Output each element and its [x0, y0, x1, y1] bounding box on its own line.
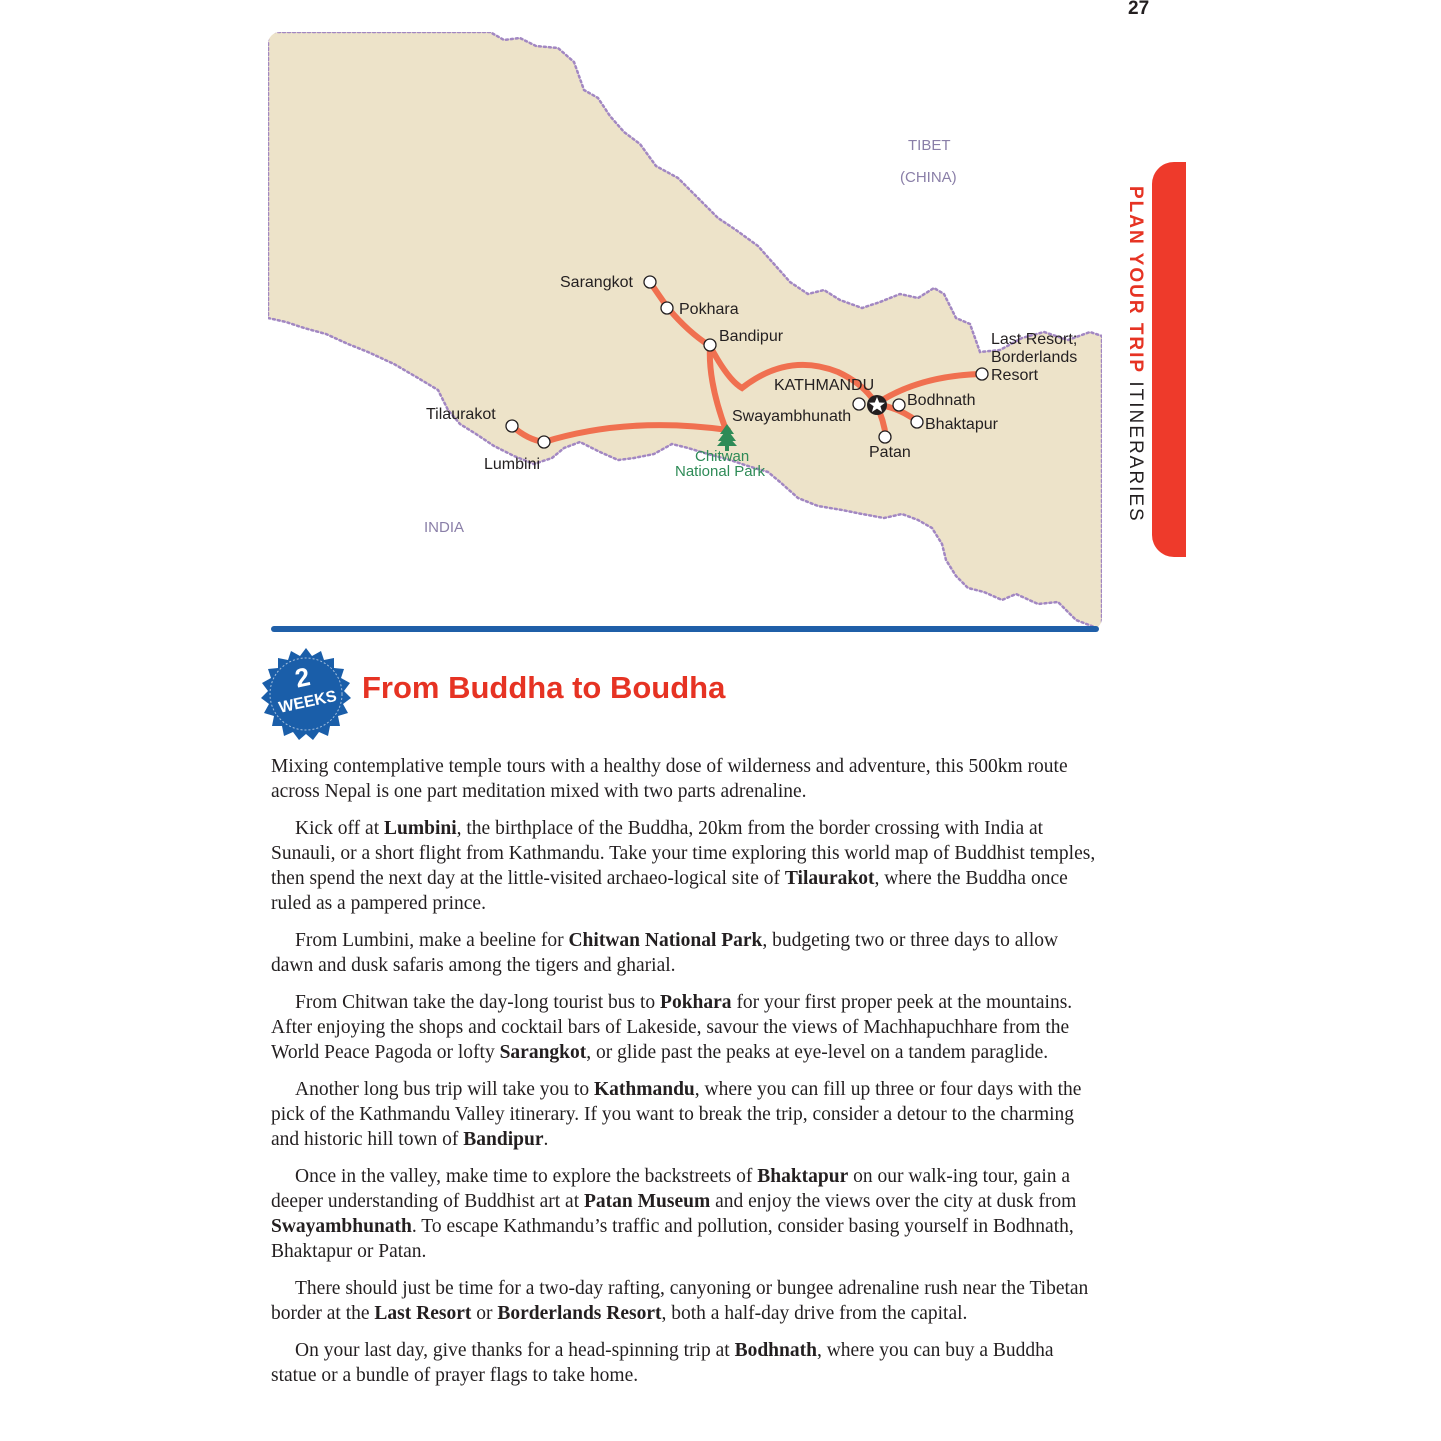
label-chitwan-1: Chitwan: [695, 448, 750, 465]
place-swayambhunath: Swayambhunath: [271, 1216, 412, 1237]
section-tab[interactable]: [1152, 162, 1186, 557]
label-india: INDIA: [424, 519, 465, 536]
itinerary-heading: From Buddha to Boudha: [362, 670, 726, 705]
label-tilaurakot: Tilaurakot: [426, 406, 496, 423]
label-china: (CHINA): [900, 169, 957, 186]
stop-patan: [879, 431, 891, 443]
label-bhaktapur: Bhaktapur: [925, 416, 998, 433]
label-chitwan-2: National Park: [675, 463, 766, 480]
paragraph-chitwan: From Lumbini, make a beeline for Chitwan National Park, budgeting two or three days to allow dawn and dusk safaris among the tigers and gharial.: [271, 930, 1059, 976]
place-pokhara: Pokhara: [660, 992, 732, 1013]
stop-pokhara: [661, 302, 673, 314]
label-pokhara: Pokhara: [679, 301, 739, 318]
section-label: [1114, 186, 1146, 523]
stop-lumbini: [538, 436, 550, 448]
place-bodhnath: Bodhnath: [734, 1340, 817, 1361]
paragraph-lumbini: Kick off at Lumbini, the birthplace of the Buddha, 20km from the border crossing with India at Sunauli, or a short flight from Kathmandu. Take your time exploring this world map of Buddhist temples, then spend the next day at the little-visited archaeo-logical site of Tilaurakot, where the Buddha once ruled as a pampered prince.: [271, 818, 1096, 914]
capital-star-icon: [867, 395, 887, 415]
route-map-svg: [268, 32, 1102, 638]
section-label-highlight: PLAN YOUR TRIP: [1125, 186, 1146, 375]
label-swayambhunath: Swayambhunath: [732, 408, 852, 425]
label-last-resort-1: Last Resort;: [991, 331, 1078, 348]
stop-sarangkot: [644, 276, 656, 288]
itinerary-body: [271, 754, 1101, 1400]
stop-bhaktapur: [911, 416, 923, 428]
stop-bandipur: [704, 339, 716, 351]
stop-swayambhunath: [853, 398, 865, 410]
map-bottom-rule: [271, 626, 1099, 632]
paragraph-valley: Once in the valley, make time to explore the backstreets of Bhaktapur on our walk-ing tour, gain a deeper understanding of Buddhist art at Patan Museum and enjoy the views over the city at dusk from Swayambhunath. To escape Kathmandu’s traffic and pollution, consider basing yourself in Bodhnath, Bhaktapur or Patan.: [271, 1166, 1077, 1262]
label-tibet: TIBET: [908, 137, 951, 154]
label-bodhnath: Bodhnath: [907, 392, 976, 409]
place-patan-museum: Patan Museum: [584, 1191, 711, 1212]
paragraph-intro: Mixing contemplative temple tours with a healthy dose of wilderness and adventure, this 500km route across Nepal is one part meditation mixed with two parts adrenaline.: [271, 756, 1068, 802]
duration-badge-svg: [258, 646, 354, 742]
label-last-resort-2: Borderlands: [991, 349, 1078, 366]
label-last-resort-3: Resort: [991, 367, 1039, 384]
place-lumbini: Lumbini: [384, 818, 457, 839]
stop-bodhnath: [893, 399, 905, 411]
paragraph-kathmandu: Another long bus trip will take you to Kathmandu, where you can fill up three or four days with the pick of the Kathmandu Valley itinerary. If you want to break the trip, consider a detour to the charming and historic hill town of Bandipur.: [271, 1079, 1082, 1150]
paragraph-last-day: On your last day, give thanks for a head-spinning trip at Bodhnath, where you can buy a Buddha statue or a bundle of prayer flags to take home.: [271, 1340, 1054, 1386]
place-kathmandu: Kathmandu: [593, 1079, 695, 1100]
label-lumbini: Lumbini: [484, 456, 541, 473]
stop-last-resort: [976, 368, 988, 380]
badge-unit: WEEKS: [277, 687, 339, 717]
duration-badge: [258, 646, 354, 742]
label-bandipur: Bandipur: [719, 328, 784, 345]
paragraph-adrenaline: There should just be time for a two-day rafting, canyoning or bungee adrenaline rush near the Tibetan border at the Last Resort or Borderlands Resort, both a half-day drive from the capital.: [271, 1278, 1089, 1324]
place-bhaktapur: Bhaktapur: [757, 1166, 849, 1187]
place-chitwan: Chitwan National Park: [568, 930, 763, 951]
label-patan: Patan: [869, 444, 911, 461]
place-tilaurakot: Tilaurakot: [784, 868, 875, 889]
route-map: [268, 32, 1102, 638]
paragraph-pokhara: From Chitwan take the day-long tourist bus to Pokhara for your first proper peek at the mountains. After enjoying the shops and cocktail bars of Lakeside, savour the views of Machhapuchhare from the World Peace Pagoda or lofty Sarangkot, or glide past the peaks at eye-level on a tandem paraglide.: [271, 992, 1073, 1063]
page-number: 27: [1128, 0, 1150, 19]
place-borderlands-resort: Borderlands Resort: [497, 1303, 662, 1324]
place-last-resort: Last Resort: [374, 1303, 472, 1324]
section-label-rest: ITINERARIES: [1125, 381, 1146, 523]
label-sarangkot: Sarangkot: [560, 274, 633, 291]
stop-tilaurakot: [506, 420, 518, 432]
badge-number: 2: [292, 661, 313, 694]
label-kathmandu: KATHMANDU: [774, 377, 875, 394]
place-sarangkot: Sarangkot: [499, 1042, 587, 1063]
place-bandipur: Bandipur: [463, 1129, 544, 1150]
